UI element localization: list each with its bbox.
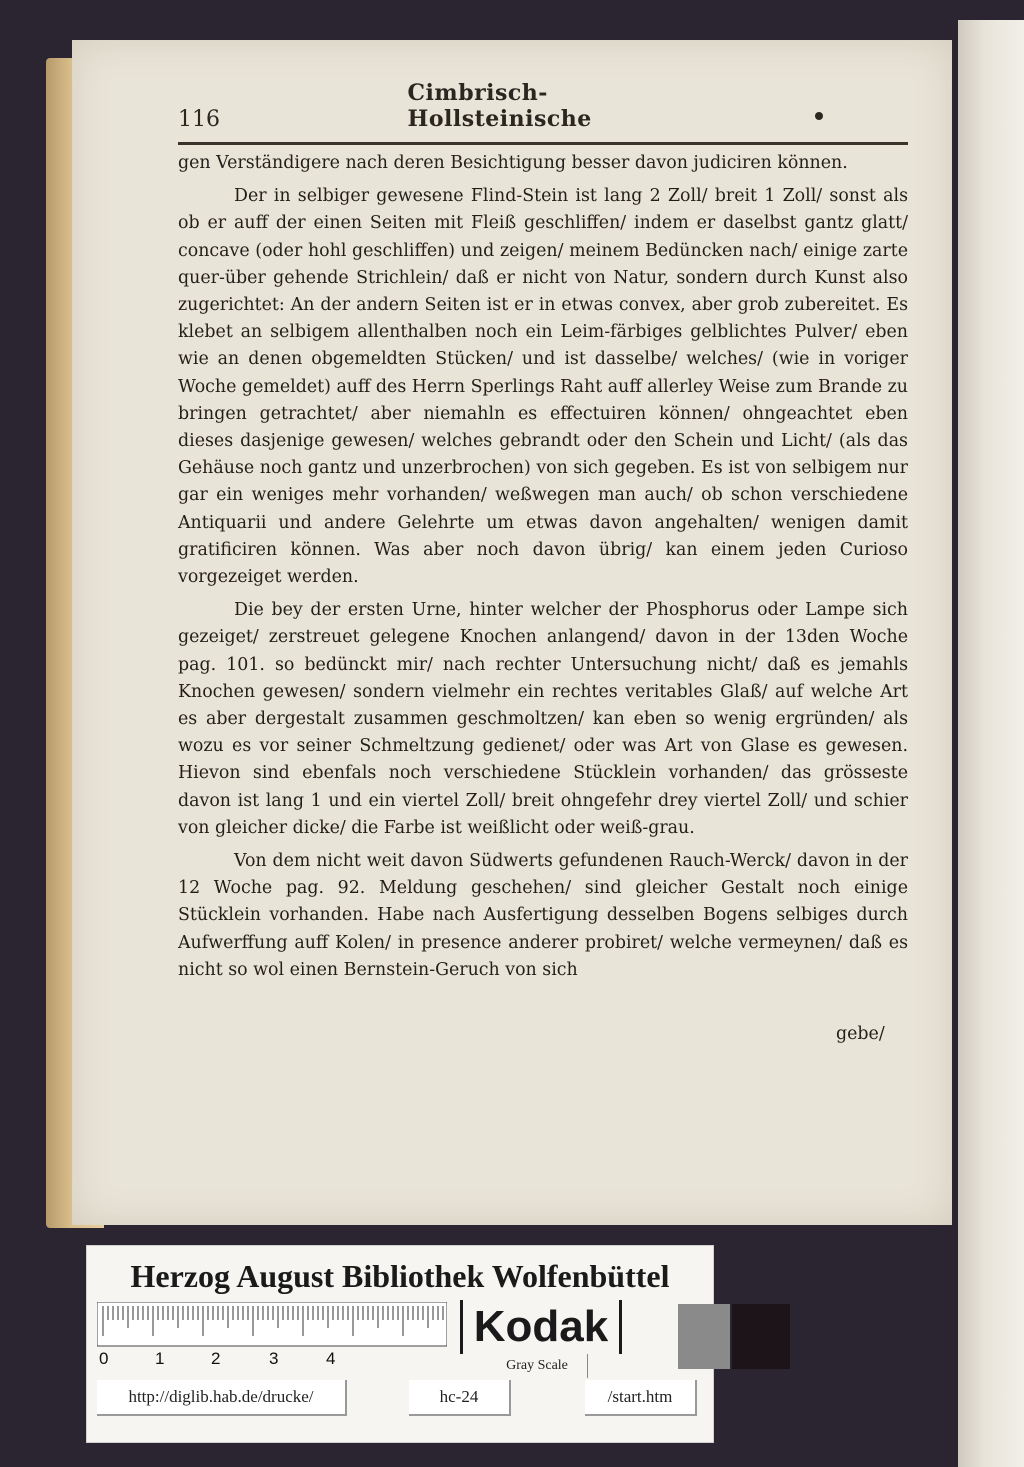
ruler-label-3: 3 [269, 1349, 279, 1368]
paragraph-4: Von dem nicht weit davon Südwerts gefundenen Rauch-Werck/ davon in der 12 Woche pag. 92. Meldung geschehen/ sind gleicher Gestalt noch einige Stücklein vorhanden. Habe nach Ausfertigung desselben Bogens selbiges durch Aufwerffung auff Kolen/ in presence anderer probiret/ welche vermeynen/ daß es nicht so wol einen Bernstein-Geruch von sich [178, 851, 908, 980]
page-number: 116 [178, 107, 220, 132]
catchword: gebe/ [836, 1024, 885, 1044]
url-suffix: /start.htm [585, 1380, 697, 1416]
library-target-card [86, 1245, 714, 1443]
running-head: Cimbrisch-Hollsteinische [407, 80, 592, 132]
paragraph-3: Die bey der ersten Urne, hinter welcher der Phosphorus oder Lampe sich gezeiget/ zerstreuet gelegene Knochen anlangend/ davon in der 13den Woche pag. 101. so bedünckt mir/ nach rechter Untersuchung nicht/ daß es jemahls Knochen gewesen/ sondern vielmehr ein rechtes veritables Glaß/ auf welche Art es aber dergestalt zusammen geschmoltzen/ kan eben so wenig ergründen/ als wozu es vor seiner Schmeltzung gedienet/ oder was Art von Glase es gewesen. Hievon sind ebenfals noch verschiedene Stücklein vorhanden/ das grösseste davon ist lang 1 und ein viertel Zoll/ breit ohngefehr drey viertel Zoll/ und schier von gleicher dicke/ die Farbe ist weißlicht oder weiß-grau. [178, 600, 908, 838]
gray-scale-label: Gray Scale [487, 1354, 588, 1378]
ruler-label-1: 1 [155, 1349, 165, 1368]
page-header [178, 80, 718, 132]
url-base: http://diglib.hab.de/drucke/ [97, 1380, 347, 1416]
ruler-label-4: 4 [326, 1349, 336, 1368]
page-body [178, 150, 908, 984]
paragraph-1: gen Verständigere nach deren Besichtigung besser davon judiciren können. [178, 153, 848, 173]
library-name: Herzog August Bibliothek Wolfenbüttel [130, 1258, 670, 1294]
ink-blot-mark [815, 112, 823, 120]
header-rule [178, 142, 908, 145]
ruler-scale [97, 1302, 447, 1370]
kodak-logo: Kodak [460, 1300, 622, 1354]
url-identifier: hc-24 [409, 1380, 511, 1416]
paragraph-2: Der in selbiger gewesene Flind-Stein ist lang 2 Zoll/ breit 1 Zoll/ sonst als ob er auff der einen Seiten mit Fleiß geschliffen/ indem er daselbst gantz glatt/ concave (oder hohl geschliffen) und zeigen/ meinem Bedüncken nach/ einige zarte quer-über gehende Strichlein/ daß er nicht von Natur, sondern durch Kunst also zugerichtet: An der andern Seiten ist er in etwas convex, aber grob zubereitet. Es klebet an selbigem allenthalben noch ein Leim-färbiges gelblichtes Pulver/ eben wie an denen obgemeldten Stücken/ und ist dasselbe/ welches/ (wie in voriger Woche gemeldet) auff des Herrn Sperlings Raht auff allerley Weise zum Brande zu bringen getrachtet/ aber niemahln es effectuiren können/ ohngeachtet eben dieses dasjenige gewesen/ welches gebrandt oder den Schein und Licht/ (als das Gehäuse noch gantz und unzerbrochen) von sich gegeben. Es ist von selbigem nur gar ein weniges mehr vorhanden/ weßwegen man auch/ ob schon verschiedene Antiquarii und andere Gelehrte um etwas davon angehalten/ wenigen damit gratificiren können. Was aber noch davon übrig/ kan einem jeden Curioso vorgezeiget werden. [178, 186, 908, 588]
facing-page-edge [958, 20, 1024, 1467]
ruler-label-2: 2 [211, 1349, 221, 1368]
gray-swatch-dark [732, 1304, 790, 1369]
gray-swatch-medium [678, 1304, 730, 1369]
ruler-label-0: 0 [99, 1349, 109, 1368]
